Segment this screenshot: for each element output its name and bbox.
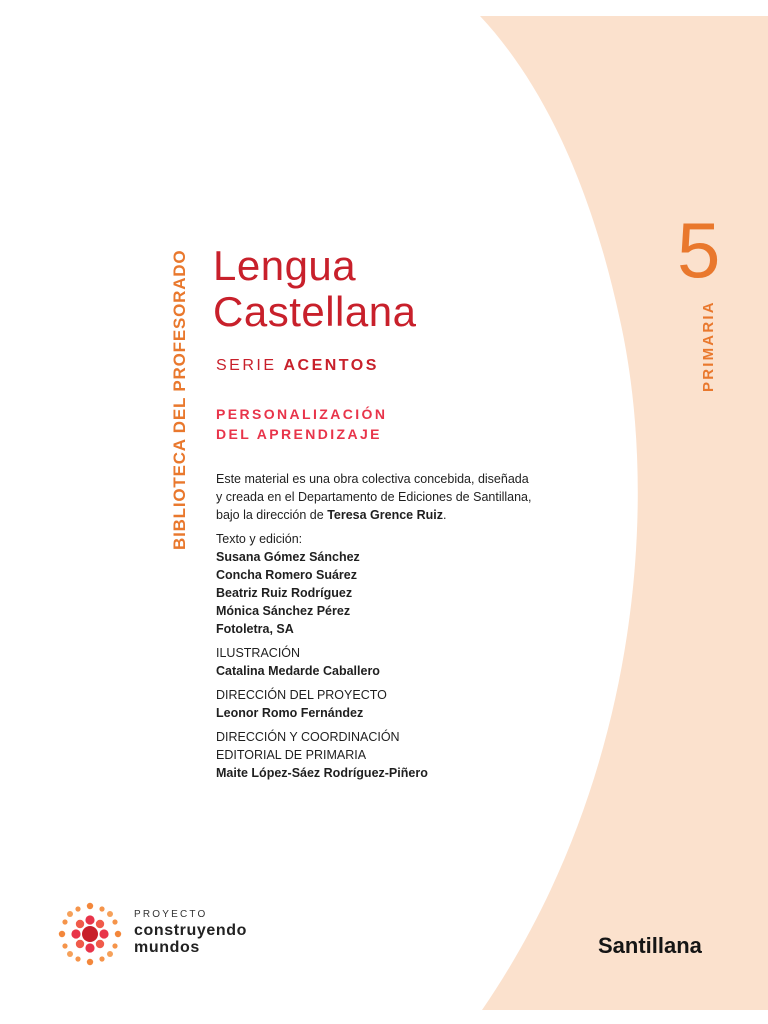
text-edition-heading: Texto y edición: — [216, 532, 303, 546]
series-name: ACENTOS — [283, 357, 379, 374]
editorial-director-name: Maite López-Sáez Rodríguez-Piñero — [216, 766, 428, 780]
title-line-2: Castellana — [213, 288, 417, 335]
text-author: Mónica Sánchez Pérez — [216, 604, 351, 618]
project-name-line-1: construyendo — [134, 922, 247, 939]
editorial-heading-line-2: EDITORIAL DE PRIMARIA — [216, 748, 367, 762]
text-author: Susana Gómez Sánchez — [216, 550, 360, 564]
project-direction-credits — [216, 686, 556, 722]
project-direction-heading: DIRECCIÓN DEL PROYECTO — [216, 688, 387, 702]
text-author: Fotoletra, SA — [216, 622, 294, 636]
illustration-heading: ILUSTRACIÓN — [216, 646, 301, 660]
series-prefix: SERIE — [216, 357, 277, 374]
publisher-logo: Santillana — [598, 933, 702, 958]
text-edition-credits — [216, 530, 556, 638]
credits-block — [216, 470, 556, 788]
series-label — [216, 357, 379, 375]
grade-number: 5 — [677, 206, 721, 294]
intro-line-2: y creada en el Departamento de Ediciones de Santillana, — [216, 490, 532, 504]
credits-intro — [216, 470, 556, 524]
illustrator-name: Catalina Medarde Caballero — [216, 664, 380, 678]
intro-suffix: . — [442, 508, 447, 522]
text-author: Beatriz Ruiz Rodríguez — [216, 586, 353, 600]
title-line-1: Lengua — [213, 242, 357, 289]
intro-line-1: Este material es una obra colectiva concebida, diseñada — [216, 472, 529, 486]
subtitle-line-1: PERSONALIZACIÓN — [216, 406, 388, 422]
subtitle-line-2: DEL APRENDIZAJE — [216, 426, 382, 442]
grade-label: PRIMARIA — [700, 300, 717, 392]
editorial-credits — [216, 728, 556, 782]
book-title — [213, 243, 416, 335]
director-name: Teresa Grence Ruiz — [327, 508, 443, 522]
project-name — [134, 922, 247, 956]
editorial-heading-line-1: DIRECCIÓN Y COORDINACIÓN — [216, 730, 400, 744]
book-subtitle — [216, 404, 387, 444]
intro-line-3 — [216, 506, 556, 524]
project-prefix: PROYECTO — [134, 909, 208, 920]
dot-circle-logo-icon — [54, 898, 126, 970]
illustration-credits — [216, 644, 556, 680]
intro-prefix: bajo la dirección de — [216, 508, 328, 522]
text-author: Concha Romero Suárez — [216, 568, 358, 582]
collection-label: BIBLIOTECA DEL PROFESORADO — [170, 249, 189, 550]
project-director-name: Leonor Romo Fernández — [216, 706, 364, 720]
project-name-line-2: mundos — [134, 939, 200, 956]
